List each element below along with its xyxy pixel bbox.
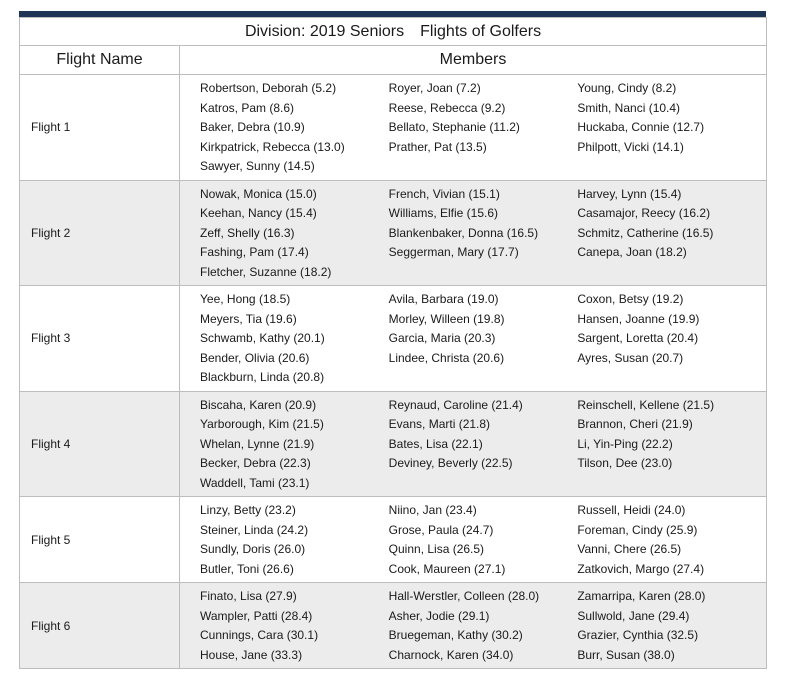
member-columns <box>180 181 766 286</box>
member-column <box>389 587 578 665</box>
member-entry: Biscaha, Karen (20.9) <box>200 397 317 412</box>
member-entry: Burr, Susan (38.0) <box>577 647 675 662</box>
flight-row <box>20 583 767 669</box>
member-entry: Harvey, Lynn (15.4) <box>577 186 682 201</box>
column-header-row <box>20 46 767 75</box>
member-entry: Deviney, Beverly (22.5) <box>388 456 513 470</box>
member-entry: Zamarripa, Karen (28.0) <box>577 589 706 603</box>
member-entry: Hall-Werstler, Colleen (28.0) <box>388 589 540 603</box>
column-header-flight-name: Flight Name <box>20 46 180 75</box>
member-entry: Yee, Hong (18.5) <box>200 292 291 306</box>
member-entry: Grazier, Cynthia (32.5) <box>577 628 699 642</box>
member-entry: Avila, Barbara (19.0) <box>388 292 499 306</box>
flight-row <box>20 286 767 392</box>
member-columns <box>180 392 766 497</box>
member-entry: Waddell, Tami (23.1) <box>200 475 310 490</box>
table-title <box>20 18 767 46</box>
member-entry: Casamajor, Reecy (16.2) <box>577 206 711 220</box>
member-entry: Seggerman, Mary (17.7) <box>388 245 519 259</box>
member-entry: Baker, Debra (10.9) <box>200 120 305 134</box>
member-entry: Reinschell, Kellene (21.5) <box>577 397 715 412</box>
member-entry: Nowak, Monica (15.0) <box>200 186 317 201</box>
flight-name: Flight 3 <box>20 286 180 392</box>
member-entry: Cook, Maureen (27.1) <box>388 561 506 576</box>
member-entry: Kirkpatrick, Rebecca (13.0) <box>200 139 345 154</box>
member-entry: Cunnings, Cara (30.1) <box>200 628 319 642</box>
member-entry: Philpott, Vicki (14.1) <box>577 139 684 154</box>
member-entry: Young, Cindy (8.2) <box>577 81 677 95</box>
member-column <box>577 396 766 494</box>
member-entry: Russell, Heidi (24.0) <box>577 503 686 517</box>
member-entry: Sargent, Loretta (20.4) <box>577 331 699 345</box>
title-row <box>20 18 767 46</box>
member-entry: Williams, Elfie (15.6) <box>388 206 499 220</box>
member-entry: Reynaud, Caroline (21.4) <box>388 397 523 412</box>
member-column <box>200 185 389 283</box>
member-entry: Sawyer, Sunny (14.5) <box>200 159 315 173</box>
member-entry: Hansen, Joanne (19.9) <box>577 311 700 326</box>
flight-row <box>20 180 767 286</box>
member-entry: Becker, Debra (22.3) <box>200 456 311 470</box>
flight-row <box>20 75 767 181</box>
member-column <box>389 185 578 283</box>
member-entry: Royer, Joan (7.2) <box>388 81 481 95</box>
flight-members-cell <box>180 286 767 392</box>
member-entry: Robertson, Deborah (5.2) <box>200 81 337 95</box>
member-entry: Asher, Jodie (29.1) <box>388 608 490 623</box>
member-entry: House, Jane (33.3) <box>200 647 303 662</box>
member-column <box>577 501 766 579</box>
flight-name: Flight 6 <box>20 583 180 669</box>
member-entry: Brannon, Cheri (21.9) <box>577 417 693 431</box>
flight-name: Flight 1 <box>20 75 180 181</box>
member-entry: Whelan, Lynne (21.9) <box>200 436 315 451</box>
flight-members-cell <box>180 180 767 286</box>
member-entry: Bender, Olivia (20.6) <box>200 350 310 365</box>
member-entry: Ayres, Susan (20.7) <box>577 350 684 365</box>
member-entry: Yarborough, Kim (21.5) <box>200 417 324 431</box>
member-entry: Bates, Lisa (22.1) <box>388 436 483 451</box>
member-entry: Fashing, Pam (17.4) <box>200 245 309 259</box>
member-entry: Lindee, Christa (20.6) <box>388 350 505 365</box>
member-column <box>200 587 389 665</box>
division-label: Division: 2019 Seniors <box>244 22 405 40</box>
member-entry: Bruegeman, Kathy (30.2) <box>388 628 523 642</box>
flight-name: Flight 2 <box>20 180 180 286</box>
member-columns <box>180 75 766 180</box>
member-entry: Finato, Lisa (27.9) <box>200 589 297 603</box>
member-entry: Blankenbaker, Donna (16.5) <box>388 225 539 240</box>
flight-row <box>20 391 767 497</box>
member-entry: Wampler, Patti (28.4) <box>200 608 313 623</box>
member-entry: Steiner, Linda (24.2) <box>200 522 309 537</box>
member-entry: Smith, Nanci (10.4) <box>577 100 681 115</box>
member-entry: Li, Yin-Ping (22.2) <box>577 436 673 451</box>
member-column <box>389 290 578 388</box>
member-column <box>577 587 766 665</box>
member-columns <box>180 583 766 668</box>
flight-name: Flight 4 <box>20 391 180 497</box>
member-entry: Linzy, Betty (23.2) <box>200 503 296 517</box>
member-entry: Evans, Marti (21.8) <box>388 417 491 431</box>
member-entry: Zatkovich, Margo (27.4) <box>577 561 705 576</box>
member-entry: Zeff, Shelly (16.3) <box>200 225 295 240</box>
member-entry: Meyers, Tia (19.6) <box>200 311 297 326</box>
flight-row <box>20 497 767 583</box>
flight-members-cell <box>180 391 767 497</box>
member-entry: Butler, Toni (26.6) <box>200 561 294 576</box>
member-entry: Huckaba, Connie (12.7) <box>577 120 705 134</box>
member-entry: Schmitz, Catherine (16.5) <box>577 225 714 240</box>
member-entry: Vanni, Chere (26.5) <box>577 542 682 556</box>
table-title-text: Flights of Golfers <box>420 22 542 40</box>
member-column <box>200 79 389 177</box>
member-entry: Sundly, Doris (26.0) <box>200 542 306 556</box>
member-column <box>389 79 578 177</box>
member-entry: Bellato, Stephanie (11.2) <box>388 120 520 134</box>
flight-members-cell <box>180 583 767 669</box>
column-header-members: Members <box>180 46 767 75</box>
member-column <box>200 396 389 494</box>
member-entry: Prather, Pat (13.5) <box>388 139 487 154</box>
member-column <box>577 290 766 388</box>
member-entry: Katros, Pam (8.6) <box>200 100 295 115</box>
member-entry: Blackburn, Linda (20.8) <box>200 370 325 384</box>
member-column <box>200 501 389 579</box>
member-entry: Canepa, Joan (18.2) <box>577 245 687 259</box>
flight-members-cell <box>180 497 767 583</box>
flight-rows <box>20 75 767 669</box>
member-columns <box>180 286 766 391</box>
member-entry: Charnock, Karen (34.0) <box>388 647 514 662</box>
flight-name: Flight 5 <box>20 497 180 583</box>
member-entry: French, Vivian (15.1) <box>388 186 500 201</box>
member-entry: Coxon, Betsy (19.2) <box>577 292 684 306</box>
member-entry: Reese, Rebecca (9.2) <box>388 100 506 115</box>
member-entry: Morley, Willeen (19.8) <box>388 311 505 326</box>
member-entry: Schwamb, Kathy (20.1) <box>200 331 325 345</box>
member-entry: Tilson, Dee (23.0) <box>577 456 673 470</box>
member-column <box>389 396 578 494</box>
flights-table <box>19 17 767 669</box>
member-entry: Keehan, Nancy (15.4) <box>200 206 317 220</box>
flight-members-cell <box>180 75 767 181</box>
member-column <box>577 185 766 283</box>
member-column <box>577 79 766 177</box>
member-columns <box>180 497 766 582</box>
member-entry: Sullwold, Jane (29.4) <box>577 608 690 623</box>
member-column <box>389 501 578 579</box>
member-entry: Quinn, Lisa (26.5) <box>388 542 485 556</box>
member-entry: Fletcher, Suzanne (18.2) <box>200 264 332 279</box>
member-entry: Niino, Jan (23.4) <box>388 503 477 517</box>
member-entry: Grose, Paula (24.7) <box>388 522 494 537</box>
member-column <box>200 290 389 388</box>
member-entry: Foreman, Cindy (25.9) <box>577 522 698 537</box>
member-entry: Garcia, Maria (20.3) <box>388 331 496 345</box>
